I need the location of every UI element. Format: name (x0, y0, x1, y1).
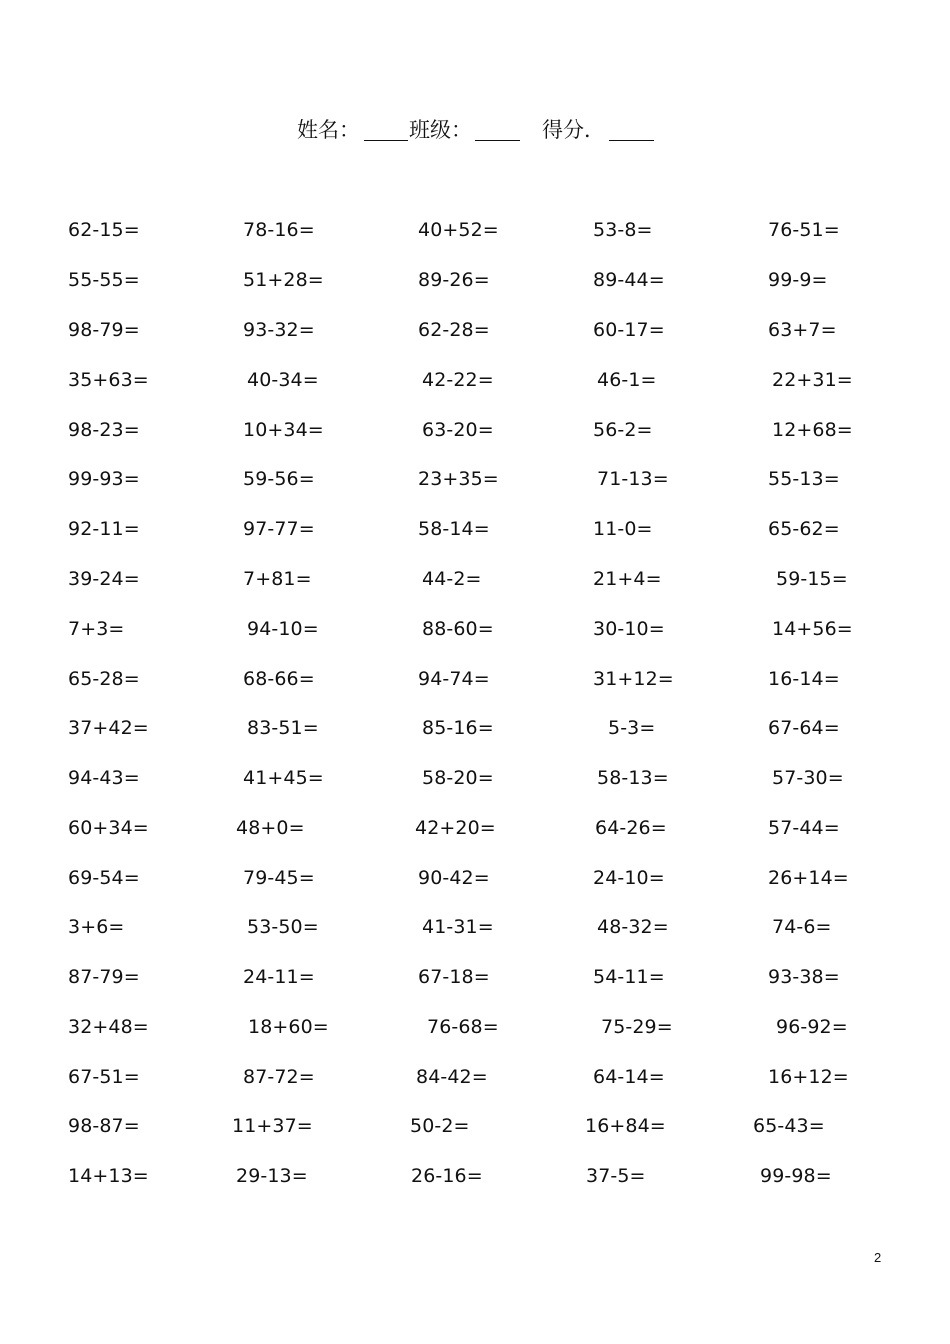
arithmetic-problem: 39-24= (68, 568, 140, 590)
page-number: 2 (874, 1250, 882, 1265)
arithmetic-problem: 24-11= (243, 966, 315, 988)
arithmetic-problem: 98-87= (68, 1115, 140, 1137)
name-label: 姓名： (297, 118, 360, 142)
arithmetic-problem: 16-14= (768, 668, 840, 690)
arithmetic-problem: 85-16= (422, 717, 494, 739)
arithmetic-problem: 62-15= (68, 219, 140, 241)
arithmetic-problem: 87-72= (243, 1066, 315, 1088)
arithmetic-problem: 98-79= (68, 319, 140, 341)
arithmetic-problem: 59-15= (776, 568, 848, 590)
arithmetic-problem: 58-20= (422, 767, 494, 789)
arithmetic-problem: 23+35= (418, 468, 499, 490)
arithmetic-problem: 60+34= (68, 817, 149, 839)
arithmetic-problem: 31+12= (593, 668, 674, 690)
arithmetic-problem: 69-54= (68, 867, 140, 889)
arithmetic-problem: 57-30= (772, 767, 844, 789)
arithmetic-problem: 94-10= (247, 618, 319, 640)
arithmetic-problem: 42-22= (422, 369, 494, 391)
arithmetic-problem: 93-38= (768, 966, 840, 988)
arithmetic-problem: 12+68= (772, 419, 853, 441)
arithmetic-problem: 65-62= (768, 518, 840, 540)
arithmetic-problem: 94-74= (418, 668, 490, 690)
arithmetic-problem: 93-32= (243, 319, 315, 341)
arithmetic-problem: 88-60= (422, 618, 494, 640)
arithmetic-problem: 60-17= (593, 319, 665, 341)
arithmetic-problem: 67-51= (68, 1066, 140, 1088)
arithmetic-problem: 55-55= (68, 269, 140, 291)
arithmetic-problem: 56-2= (593, 419, 653, 441)
arithmetic-problem: 14+13= (68, 1165, 149, 1187)
arithmetic-problem: 48-32= (597, 916, 669, 938)
class-label: 班级： (409, 118, 472, 142)
arithmetic-problem: 67-18= (418, 966, 490, 988)
arithmetic-problem: 11-0= (593, 518, 653, 540)
arithmetic-problem: 67-64= (768, 717, 840, 739)
arithmetic-problem: 10+34= (243, 419, 324, 441)
arithmetic-problem: 64-14= (593, 1066, 665, 1088)
arithmetic-problem: 62-28= (418, 319, 490, 341)
arithmetic-problem: 3+6= (68, 916, 125, 938)
arithmetic-problem: 57-44= (768, 817, 840, 839)
arithmetic-problem: 14+56= (772, 618, 853, 640)
arithmetic-problem: 63-20= (422, 419, 494, 441)
arithmetic-problem: 87-79= (68, 966, 140, 988)
arithmetic-problem: 89-44= (593, 269, 665, 291)
arithmetic-problem: 16+84= (585, 1115, 666, 1137)
arithmetic-problem: 75-29= (601, 1016, 673, 1038)
arithmetic-problem: 53-50= (247, 916, 319, 938)
arithmetic-problem: 94-43= (68, 767, 140, 789)
arithmetic-problem: 68-66= (243, 668, 315, 690)
arithmetic-problem: 76-68= (427, 1016, 499, 1038)
arithmetic-problem: 79-45= (243, 867, 315, 889)
arithmetic-problem: 30-10= (593, 618, 665, 640)
arithmetic-problem: 42+20= (415, 817, 496, 839)
arithmetic-problem: 99-93= (68, 468, 140, 490)
arithmetic-problem: 21+4= (593, 568, 662, 590)
arithmetic-problem: 26-16= (411, 1165, 483, 1187)
arithmetic-problem: 7+81= (243, 568, 312, 590)
arithmetic-problem: 32+48= (68, 1016, 149, 1038)
arithmetic-problem: 58-14= (418, 518, 490, 540)
arithmetic-problem: 48+0= (236, 817, 305, 839)
arithmetic-problem: 7+3= (68, 618, 125, 640)
arithmetic-problem: 37+42= (68, 717, 149, 739)
arithmetic-problem: 37-5= (586, 1165, 646, 1187)
arithmetic-problem: 98-23= (68, 419, 140, 441)
arithmetic-problem: 22+31= (772, 369, 853, 391)
arithmetic-problem: 76-51= (768, 219, 840, 241)
arithmetic-problem: 92-11= (68, 518, 140, 540)
arithmetic-problem: 58-13= (597, 767, 669, 789)
arithmetic-problem: 54-11= (593, 966, 665, 988)
arithmetic-problem: 53-8= (593, 219, 653, 241)
arithmetic-problem: 16+12= (768, 1066, 849, 1088)
arithmetic-problem: 46-1= (597, 369, 657, 391)
arithmetic-problem: 84-42= (416, 1066, 488, 1088)
arithmetic-problem: 99-98= (760, 1165, 832, 1187)
arithmetic-problem: 96-92= (776, 1016, 848, 1038)
arithmetic-problem: 55-13= (768, 468, 840, 490)
arithmetic-problem: 59-56= (243, 468, 315, 490)
arithmetic-problem: 99-9= (768, 269, 828, 291)
arithmetic-problem: 5-3= (608, 717, 656, 739)
arithmetic-problem: 64-26= (595, 817, 667, 839)
arithmetic-problem: 40-34= (247, 369, 319, 391)
arithmetic-problem: 50-2= (410, 1115, 470, 1137)
arithmetic-problem: 11+37= (232, 1115, 313, 1137)
arithmetic-problem: 78-16= (243, 219, 315, 241)
arithmetic-problem: 24-10= (593, 867, 665, 889)
arithmetic-problem: 65-43= (753, 1115, 825, 1137)
arithmetic-problem: 51+28= (243, 269, 324, 291)
arithmetic-problem: 29-13= (236, 1165, 308, 1187)
score-label: 得分． (542, 118, 605, 142)
arithmetic-problem: 63+7= (768, 319, 837, 341)
arithmetic-problem: 74-6= (772, 916, 832, 938)
arithmetic-problem: 71-13= (597, 468, 669, 490)
arithmetic-problem: 41-31= (422, 916, 494, 938)
arithmetic-problem: 35+63= (68, 369, 149, 391)
arithmetic-problem: 97-77= (243, 518, 315, 540)
arithmetic-problem: 41+45= (243, 767, 324, 789)
arithmetic-problem: 40+52= (418, 219, 499, 241)
arithmetic-problem: 83-51= (247, 717, 319, 739)
arithmetic-problem: 90-42= (418, 867, 490, 889)
arithmetic-problem: 26+14= (768, 867, 849, 889)
arithmetic-problem: 89-26= (418, 269, 490, 291)
arithmetic-problem: 65-28= (68, 668, 140, 690)
arithmetic-problem: 18+60= (248, 1016, 329, 1038)
arithmetic-problem: 44-2= (422, 568, 482, 590)
